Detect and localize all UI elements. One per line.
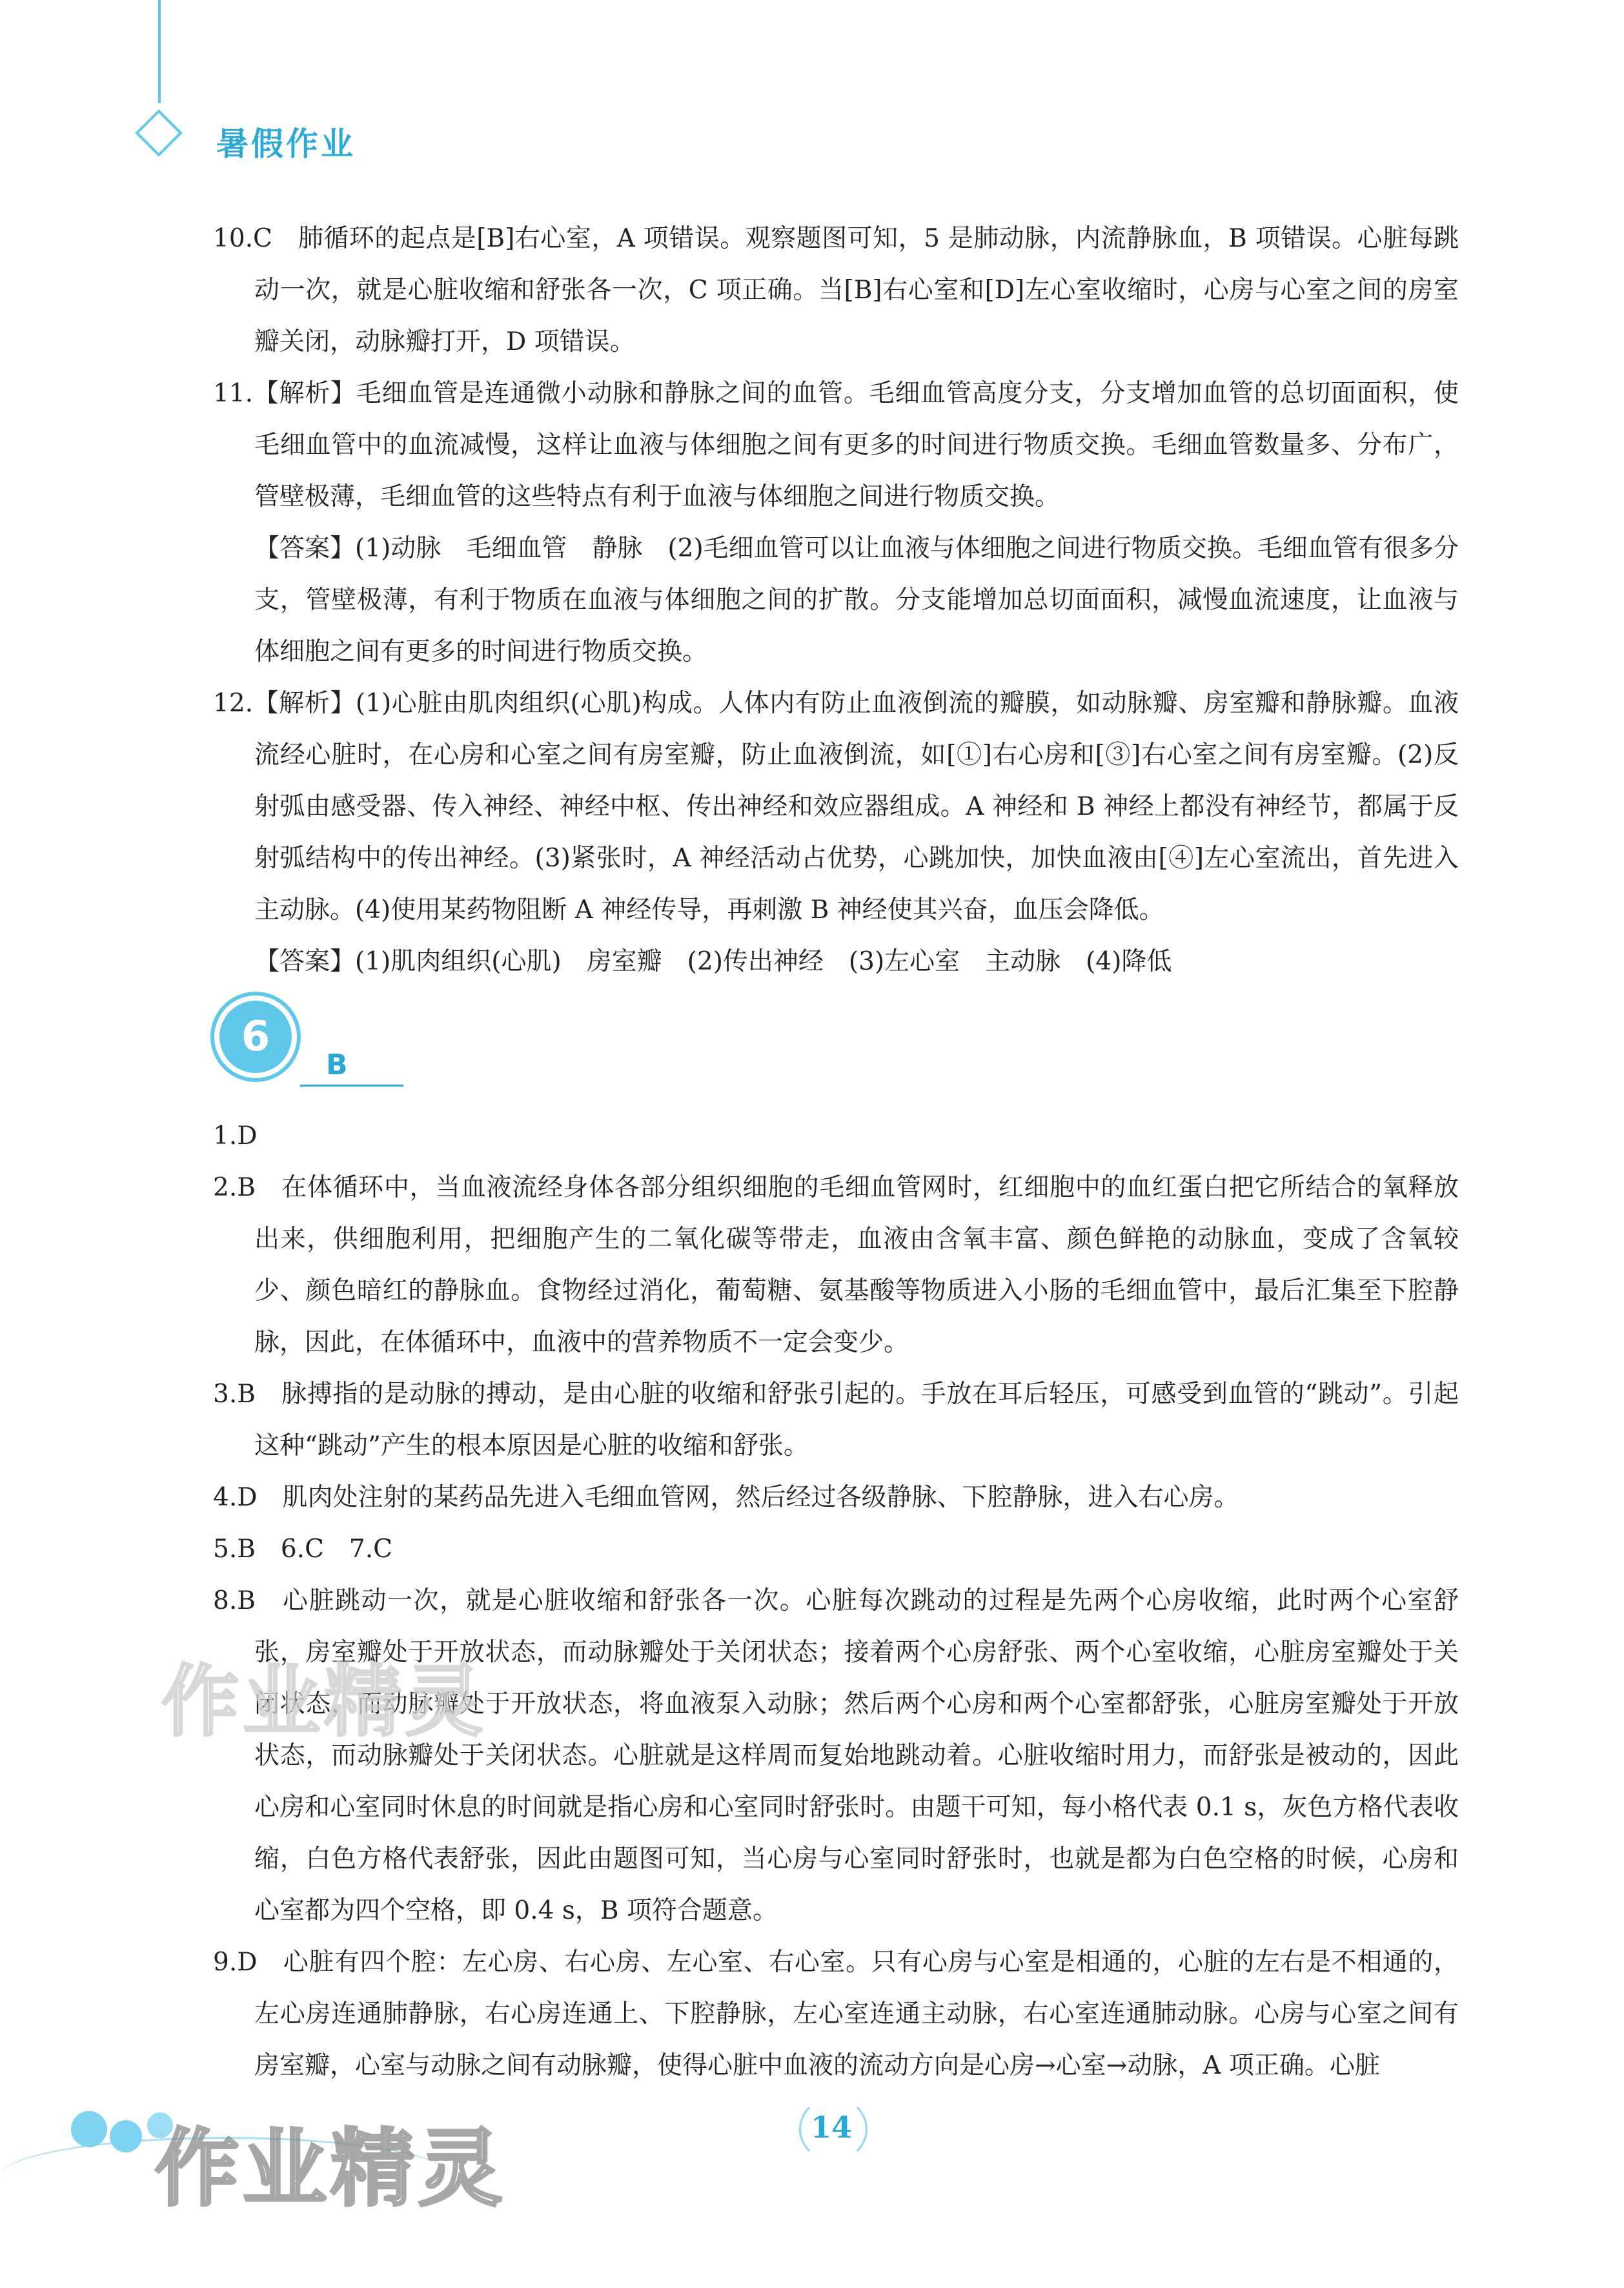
answer-item-2: 2.B 在体循环中，当血液流经身体各部分组织细胞的毛细血管网时，红细胞中的血红蛋白把它所结合的氧释放出来，供细胞利用，把细胞产生的二氧化碳等带走，血液由含氧丰富、颜色鲜艳的动脉血，变成了含氧较少、颜色暗红的静脉血。食物经过消化，葡萄糖、氨基酸等物质进入小肠的毛细血管中，最后汇集至下腔静脉，因此，在体循环中，血液中的营养物质不一定会变少。 bbox=[213, 1173, 1459, 1357]
answer-item-1: 1.D bbox=[213, 1121, 258, 1150]
answer-item-4: 4.D 肌肉处注射的某药品先进入毛细血管网，然后经过各级静脉、下腔静脉，进入右心房。 bbox=[213, 1483, 1239, 1512]
answer-item-8: 8.B 心脏跳动一次，就是心脏收缩和舒张各一次。心脏每次跳动的过程是先两个心房收缩，此时两个心室舒张，房室瓣处于开放状态，而动脉瓣处于关闭状态；接着两个心房舒张、两个心室收缩，心脏房室瓣处于关闭状态，而动脉瓣处于开放状态，将血液泵入动脉；然后两个心房和两个心室都舒张，心脏房室瓣处于开放状态，而动脉瓣处于关闭状态。心脏就是这样周而复始地跳动着。心脏收缩时用力，而舒张是被动的，因此心房和心室同时休息的时间就是指心房和心室同时舒张时。由题干可知，每小格代表 0.1 s，灰色方格代表收缩，白色方格代表舒张，因此由题图可知，当心房与心室同时舒张时，也就是都为白色空格的时候，心房和心室都为四个空格，即 0.4 s，B 项符合题意。 bbox=[213, 1586, 1459, 1925]
answer-item-12-answer: 【答案】(1)肌肉组织(心肌) 房室瓣 (2)传出神经 (3)左心室 主动脉 (4)降低 bbox=[254, 947, 1172, 976]
answer-item-11-answer: 【答案】(1)动脉 毛细血管 静脉 (2)毛细血管可以让血液与体细胞之间进行物质交换。毛细血管有很多分支，管壁极薄，有利于物质在血液与体细胞之间的扩散。分支能增加总切面面积，减慢血流速度，让血液与体细胞之间有更多的时间进行物质交换。 bbox=[254, 534, 1459, 666]
answer-content bbox=[213, 213, 1459, 2092]
section-heading bbox=[213, 988, 1459, 1110]
diamond-icon bbox=[135, 109, 183, 157]
answer-item-3: 3.B 脉搏指的是动脉的搏动，是由心脏的收缩和舒张引起的。手放在耳后轻压，可感受到血管的“跳动”。引起这种“跳动”产生的根本原因是心脏的收缩和舒张。 bbox=[213, 1380, 1459, 1460]
page-header-title: 暑假作业 bbox=[216, 125, 356, 163]
footer-watermark-logo: 作业精灵 bbox=[155, 2119, 507, 2218]
answer-item-9: 9.D 心脏有四个腔：左心房、右心房、左心室、右心室。只有心房与心室是相通的，心脏的左右是不相通的，左心房连通肺静脉，右心房连通上、下腔静脉，左心室连通主动脉，右心室连通肺动脉。心房与心室之间有房室瓣，心室与动脉之间有动脉瓣，使得心脏中血液的流动方向是心房→心室→动脉，A 项正确。心脏 bbox=[213, 1948, 1459, 2080]
answer-item-10: 10.C 肺循环的起点是[B]右心室，A 项错误。观察题图可知，5 是肺动脉，内流静脉血，B 项错误。心脏每跳动一次，就是心脏收缩和舒张各一次，C 项正确。当[B]右心室和[D]左心室收缩时，心房与心室之间的房室瓣关闭，动脉瓣打开，D 项错误。 bbox=[213, 224, 1459, 356]
page-number-text: 14 bbox=[810, 2110, 852, 2145]
answer-item-12-analysis: 12.【解析】(1)心脏由肌肉组织(心肌)构成。人体内有防止血液倒流的瓣膜，如动脉瓣、房室瓣和静脉瓣。血液流经心脏时，在心房和心室之间有房室瓣，防止血液倒流，如[①]右心房和[③]右心室之间有房室瓣。(2)反射弧由感受器、传入神经、神经中枢、传出神经和效应器组成。A 神经和 B 神经上都没有神经节，都属于反射弧结构中的传出神经。(3)紧张时，A 神经活动占优势，心跳加快，加快血液由[④]左心室流出，首先进入主动脉。(4)使用某药物阻断 A 神经传导，再刺激 B 神经使其兴奋，血压会降低。 bbox=[213, 689, 1459, 924]
answer-item-11-analysis: 11.【解析】毛细血管是连通微小动脉和静脉之间的血管。毛细血管高度分支，分支增加血管的总切面面积，使毛细血管中的血流减慢，这样让血液与体细胞之间有更多的时间进行物质交换。毛细血管数量多、分布广，管壁极薄，毛细血管的这些特点有利于血液与体细胞之间进行物质交换。 bbox=[213, 379, 1459, 511]
page-number bbox=[786, 2092, 877, 2163]
header-decor-line bbox=[158, 0, 161, 103]
section-label: B bbox=[300, 1046, 403, 1087]
watermark-logo: 作业精灵 bbox=[161, 1657, 487, 1747]
section-number-badge: 6 bbox=[219, 1001, 292, 1073]
answer-item-5-7: 5.B 6.C 7.C bbox=[213, 1535, 392, 1564]
